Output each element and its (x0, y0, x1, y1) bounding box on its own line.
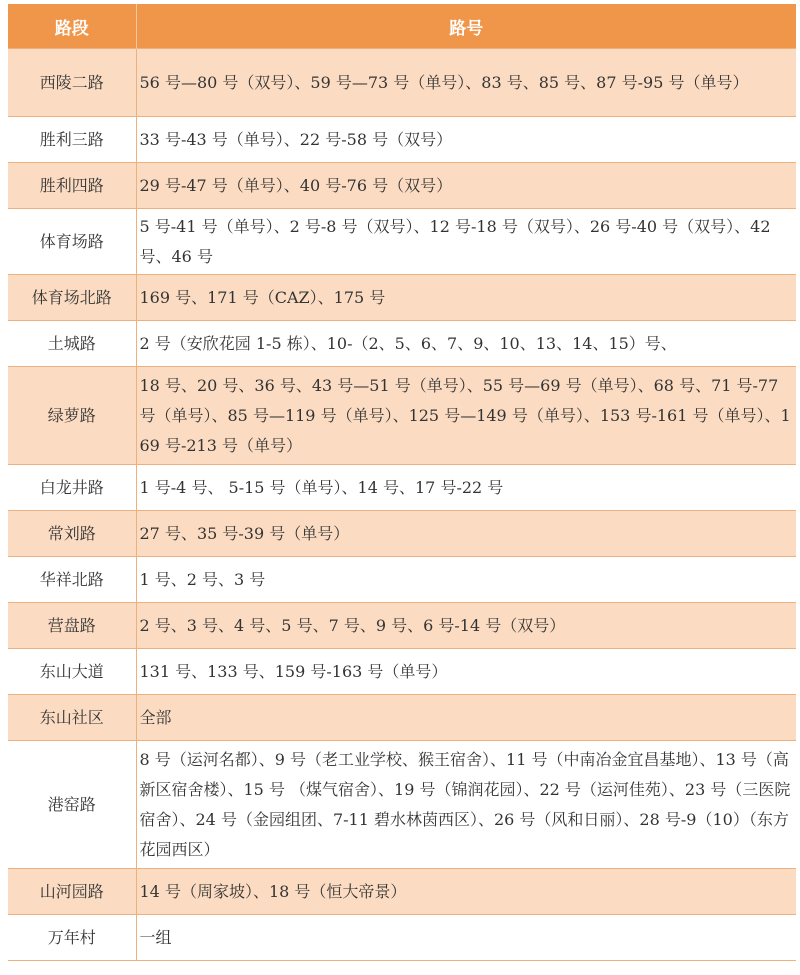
road-number-cell: 1 号、2 号、3 号 (136, 557, 796, 603)
table-row (8, 557, 796, 603)
road-section-cell: 胜利四路 (8, 163, 136, 209)
table-body (8, 49, 796, 961)
road-number-cell: 18 号、20 号、36 号、43 号—51 号（单号）、55 号—69 号（单号）、68 号、71 号-77 号（单号）、85 号—119 号（单号）、125 号—149 号（单号）、153 号-161 号（单号）、169 号-213 号（单号） (136, 367, 796, 465)
road-section-cell: 白龙井路 (8, 465, 136, 511)
road-number-cell: 1 号-4 号、 5-15 号（单号）、14 号、17 号-22 号 (136, 465, 796, 511)
table-row (8, 511, 796, 557)
road-number-cell: 56 号—80 号（双号）、59 号—73 号（单号）、83 号、85 号、87 号-95 号（单号） (136, 49, 796, 117)
road-number-cell: 5 号-41 号（单号）、2 号-8 号（双号）、12 号-18 号（双号）、26 号-40 号（双号）、42 号、46 号 (136, 209, 796, 275)
road-section-cell: 山河园路 (8, 869, 136, 915)
road-section-cell: 华祥北路 (8, 557, 136, 603)
road-number-cell: 2 号（安欣花园 1-5 栋）、10-（2、5、6、7、9、10、13、14、15）号、 (136, 321, 796, 367)
table-row (8, 209, 796, 275)
road-number-cell: 14 号（周家坡）、18 号（恒大帝景） (136, 869, 796, 915)
road-number-cell: 29 号-47 号（单号）、40 号-76 号（双号） (136, 163, 796, 209)
column-header-road-number: 路号 (136, 4, 796, 49)
table-row (8, 163, 796, 209)
road-number-cell: 2 号、3 号、4 号、5 号、7 号、9 号、6 号-14 号（双号） (136, 603, 796, 649)
table-row (8, 117, 796, 163)
road-section-cell: 东山大道 (8, 649, 136, 695)
road-section-cell: 土城路 (8, 321, 136, 367)
road-section-cell: 港窑路 (8, 741, 136, 869)
road-section-cell: 万年村 (8, 915, 136, 961)
table-row (8, 367, 796, 465)
table-row (8, 465, 796, 511)
address-table (8, 4, 796, 961)
table-row (8, 275, 796, 321)
road-section-cell: 体育场路 (8, 209, 136, 275)
road-number-cell: 131 号、133 号、159 号-163 号（单号） (136, 649, 796, 695)
road-section-cell: 营盘路 (8, 603, 136, 649)
road-section-cell: 常刘路 (8, 511, 136, 557)
road-section-cell: 西陵二路 (8, 49, 136, 117)
road-number-cell: 一组 (136, 915, 796, 961)
table-row (8, 649, 796, 695)
road-section-cell: 体育场北路 (8, 275, 136, 321)
table-row (8, 741, 796, 869)
road-number-cell: 27 号、35 号-39 号（单号） (136, 511, 796, 557)
column-header-road-section: 路段 (8, 4, 136, 49)
road-section-cell: 绿萝路 (8, 367, 136, 465)
road-number-cell: 8 号（运河名都）、9 号（老工业学校、猴王宿舍）、11 号（中南冶金宜昌基地）、13 号（高新区宿舍楼）、15 号 （煤气宿舍）、19 号（锦润花园）、22 号（运河佳苑）、23 号（三医院宿舍）、24 号（金园组团、7-11 碧水林茵西区）、26 号（风和日丽）、28 号-9（10）（东方花园西区） (136, 741, 796, 869)
road-number-cell: 33 号-43 号（单号）、22 号-58 号（双号） (136, 117, 796, 163)
table-row (8, 321, 796, 367)
table-row (8, 695, 796, 741)
road-number-cell: 全部 (136, 695, 796, 741)
table-row (8, 49, 796, 117)
road-section-cell: 胜利三路 (8, 117, 136, 163)
table-row (8, 869, 796, 915)
table-header-row (8, 4, 796, 49)
table-row (8, 915, 796, 961)
road-number-cell: 169 号、171 号（CAZ）、175 号 (136, 275, 796, 321)
road-section-cell: 东山社区 (8, 695, 136, 741)
table-row (8, 603, 796, 649)
